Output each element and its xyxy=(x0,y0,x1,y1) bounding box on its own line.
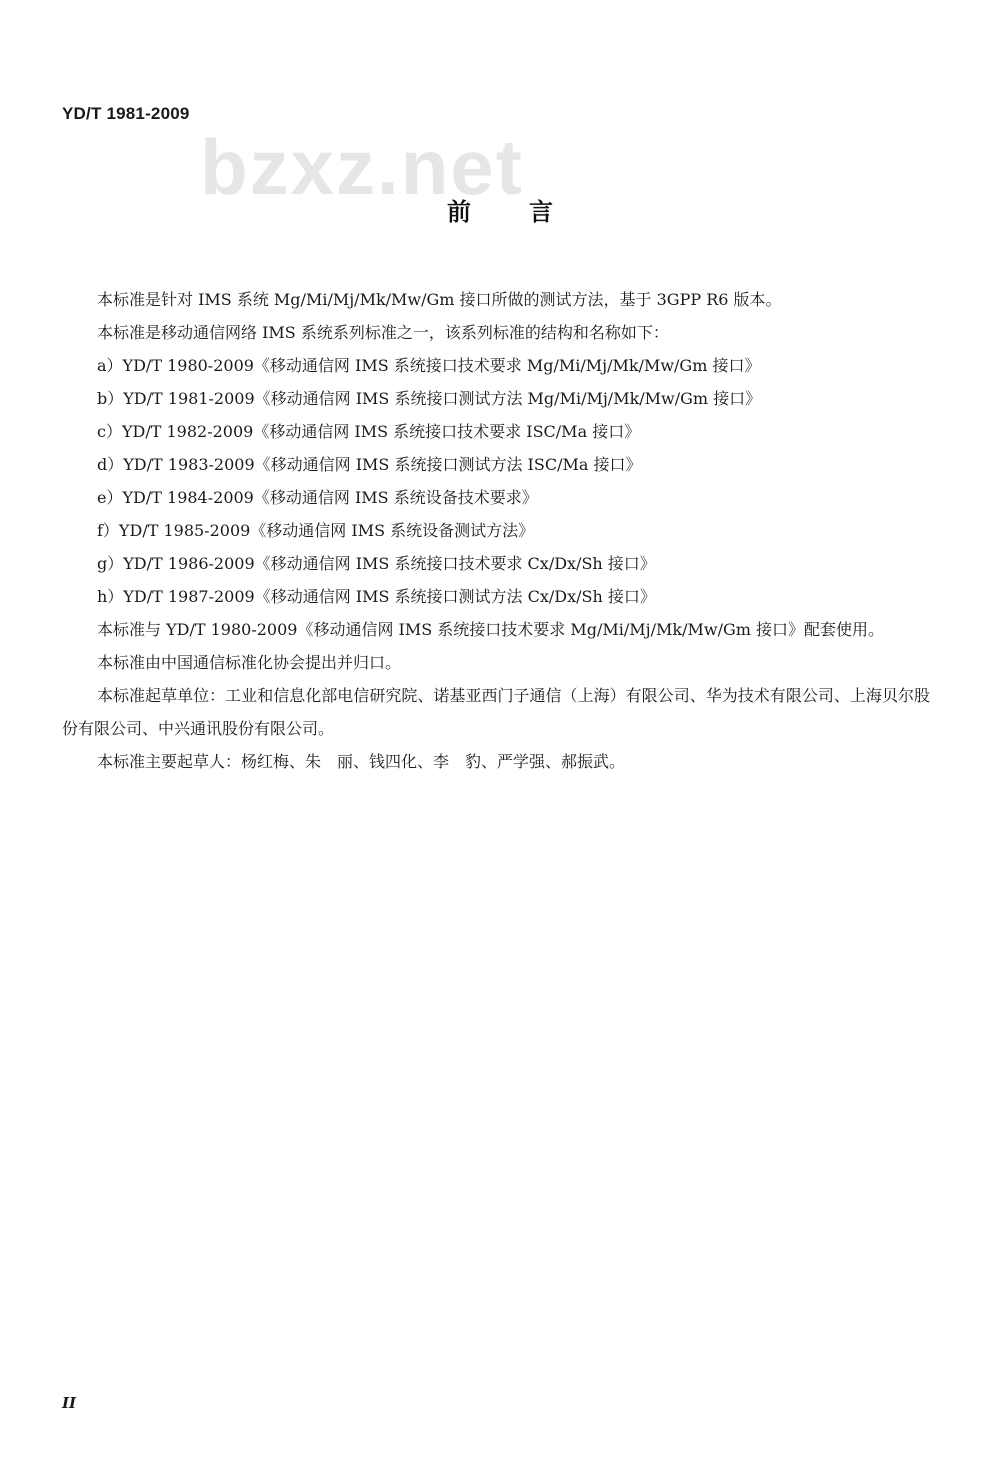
list-item: b）YD/T 1981-2009《移动通信网 IMS 系统接口测试方法 Mg/Mi/Mj/Mk/Mw/Gm 接口》 xyxy=(97,389,762,408)
list-item: e）YD/T 1984-2009《移动通信网 IMS 系统设备技术要求》 xyxy=(97,488,538,507)
page-title: 前言 xyxy=(447,198,611,226)
paragraph-drafting-units: 本标准起草单位：工业和信息化部电信研究院、诺基亚西门子通信（上海）有限公司、华为技术有限公司、上海贝尔股份有限公司、中兴通讯股份有限公司。 xyxy=(62,686,930,738)
list-item: g）YD/T 1986-2009《移动通信网 IMS 系统接口技术要求 Cx/Dx/Sh 接口》 xyxy=(97,554,656,573)
watermark: bzxz.net xyxy=(200,123,524,211)
list-item: h）YD/T 1987-2009《移动通信网 IMS 系统接口测试方法 Cx/Dx/Sh 接口》 xyxy=(97,587,656,606)
list-item: f）YD/T 1985-2009《移动通信网 IMS 系统设备测试方法》 xyxy=(97,521,535,540)
paragraph-series-intro: 本标准是移动通信网络 IMS 系统系列标准之一，该系列标准的结构和名称如下： xyxy=(97,323,669,342)
page-number: II xyxy=(62,1394,77,1412)
paragraph-scope: 本标准是针对 IMS 系统 Mg/Mi/Mj/Mk/Mw/Gm 接口所做的测试方法，基于 3GPP R6 版本。 xyxy=(97,290,782,309)
list-item: c）YD/T 1982-2009《移动通信网 IMS 系统接口技术要求 ISC/Ma 接口》 xyxy=(97,422,641,441)
paragraph-companion-standard: 本标准与 YD/T 1980-2009《移动通信网 IMS 系统接口技术要求 Mg/Mi/Mj/Mk/Mw/Gm 接口》配套使用。 xyxy=(97,620,885,639)
list-item: a）YD/T 1980-2009《移动通信网 IMS 系统接口技术要求 Mg/Mi/Mj/Mk/Mw/Gm 接口》 xyxy=(97,356,761,375)
list-item: d）YD/T 1983-2009《移动通信网 IMS 系统接口测试方法 ISC/Ma 接口》 xyxy=(97,455,642,474)
document-code: YD/T 1981-2009 xyxy=(62,104,190,123)
foreword-body xyxy=(62,283,930,778)
paragraph-drafters: 本标准主要起草人：杨红梅、朱 丽、钱四化、李 豹、严学强、郝振武。 xyxy=(97,752,626,771)
paragraph-proposer: 本标准由中国通信标准化协会提出并归口。 xyxy=(97,653,402,672)
series-list xyxy=(62,349,930,613)
